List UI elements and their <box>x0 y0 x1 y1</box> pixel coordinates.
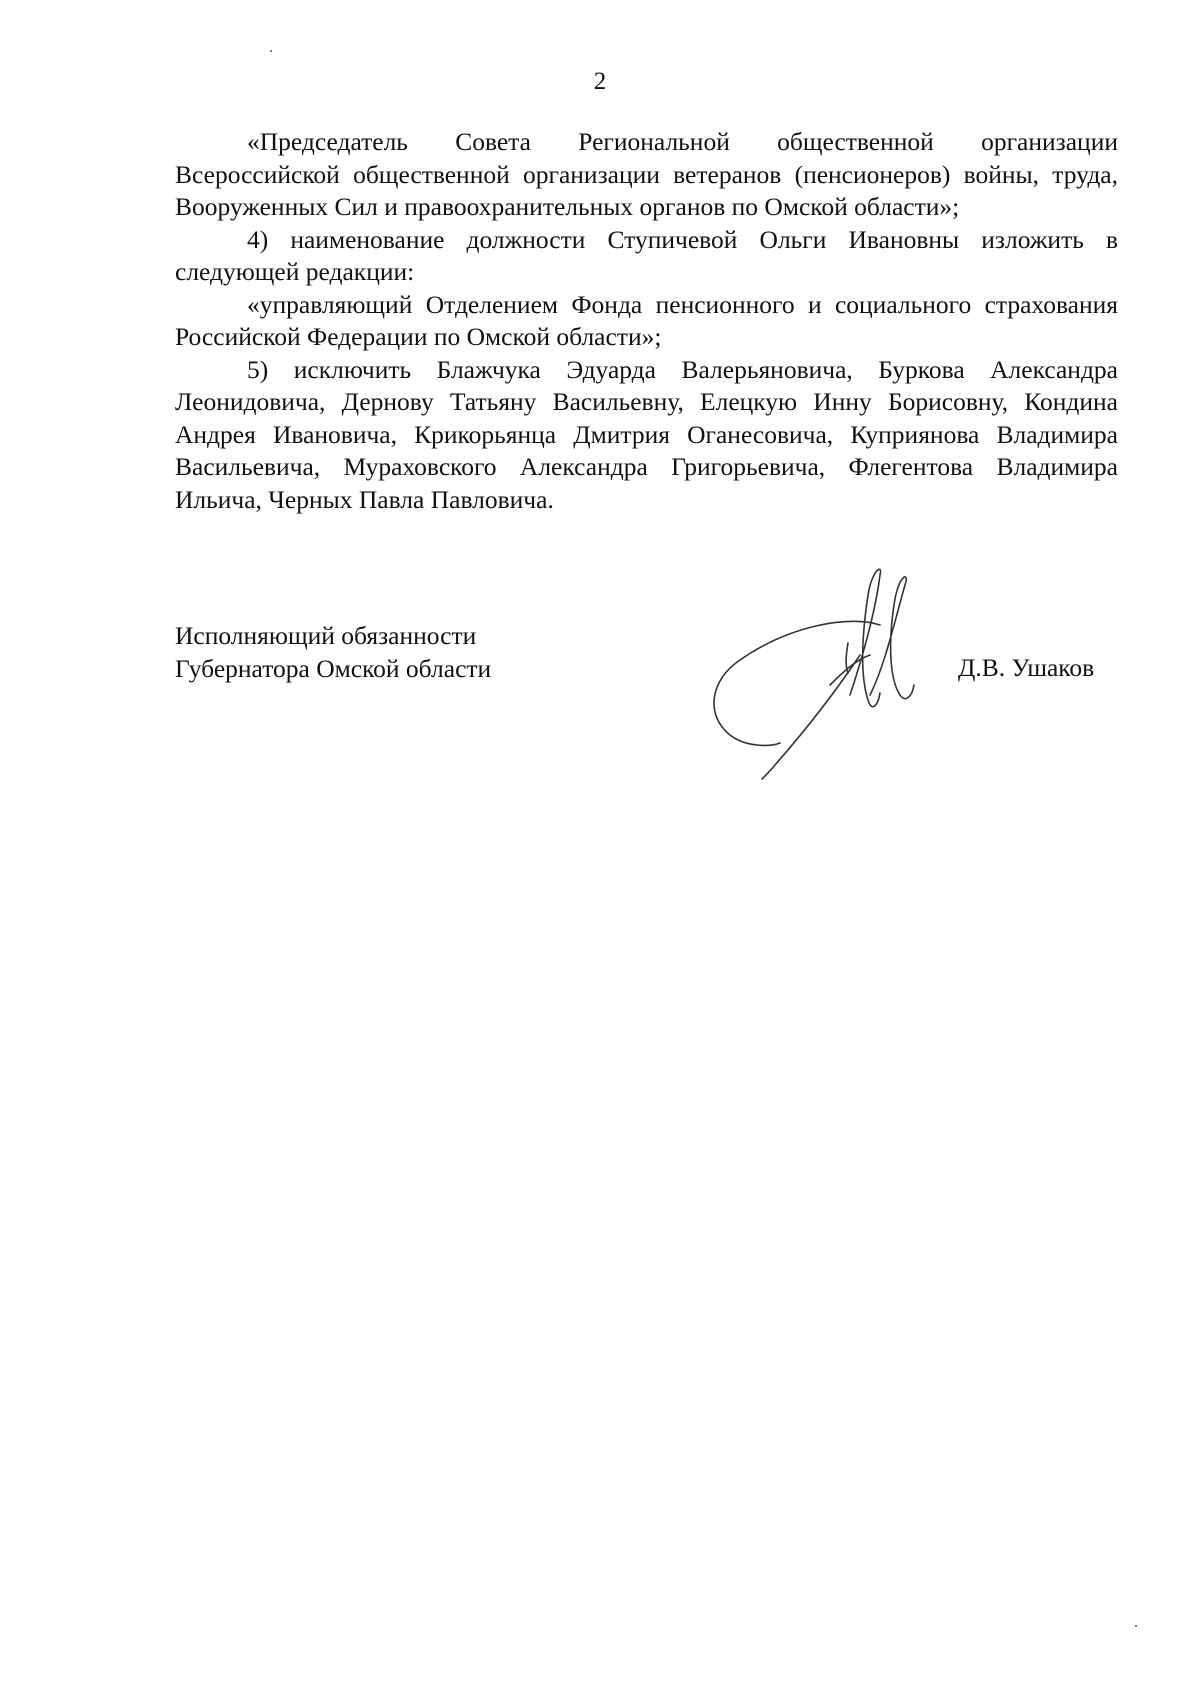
position-line-2: Губернатора Омской области <box>175 653 492 683</box>
paragraph-manager-title: «управляющий Отделением Фонда пенсионного и социального страхования Российской Федерации по Омской области»; <box>175 289 1118 351</box>
handwritten-signature <box>700 565 970 795</box>
document-body <box>175 126 1118 516</box>
signatory-position <box>175 620 491 685</box>
signer-name: Д.В. Ушаков <box>958 653 1095 682</box>
signature-tall-loop-1 <box>850 569 881 706</box>
position-line-1: Исполняющий обязанности <box>175 621 477 650</box>
paragraph-item-5: 5) исключить Блажчука Эдуарда Валерьяновича, Буркова Александра Леонидовича, Дернову Татьяну Васильевну, Елецкую Инну Борисовну, Кондина Андрея Ивановича, Крикорьянца Дмитрия Оганесовича, Куприянова Владимира Васильевича, Мураховского Александра Григорьевича, Флегентова Владимира Ильича, Черных Павла Павловича. <box>175 354 1118 514</box>
signature-diagonal-stroke <box>762 655 860 779</box>
paragraph-item-4: 4) наименование должности Ступичевой Ольги Ивановны изложить в следующей редакции: <box>175 224 1118 286</box>
signature-loop-stroke <box>714 621 880 745</box>
scan-speck <box>270 50 272 52</box>
scan-speck <box>1135 1625 1137 1627</box>
paragraph-chairman-title: «Председатель Совета Региональной общественной организации Всероссийской общественной организации ветеранов (пенсионеров) войны, труда, Вооруженных Сил и правоохранительных органов по Омской области»; <box>175 127 1118 221</box>
page-number: 2 <box>593 68 607 95</box>
